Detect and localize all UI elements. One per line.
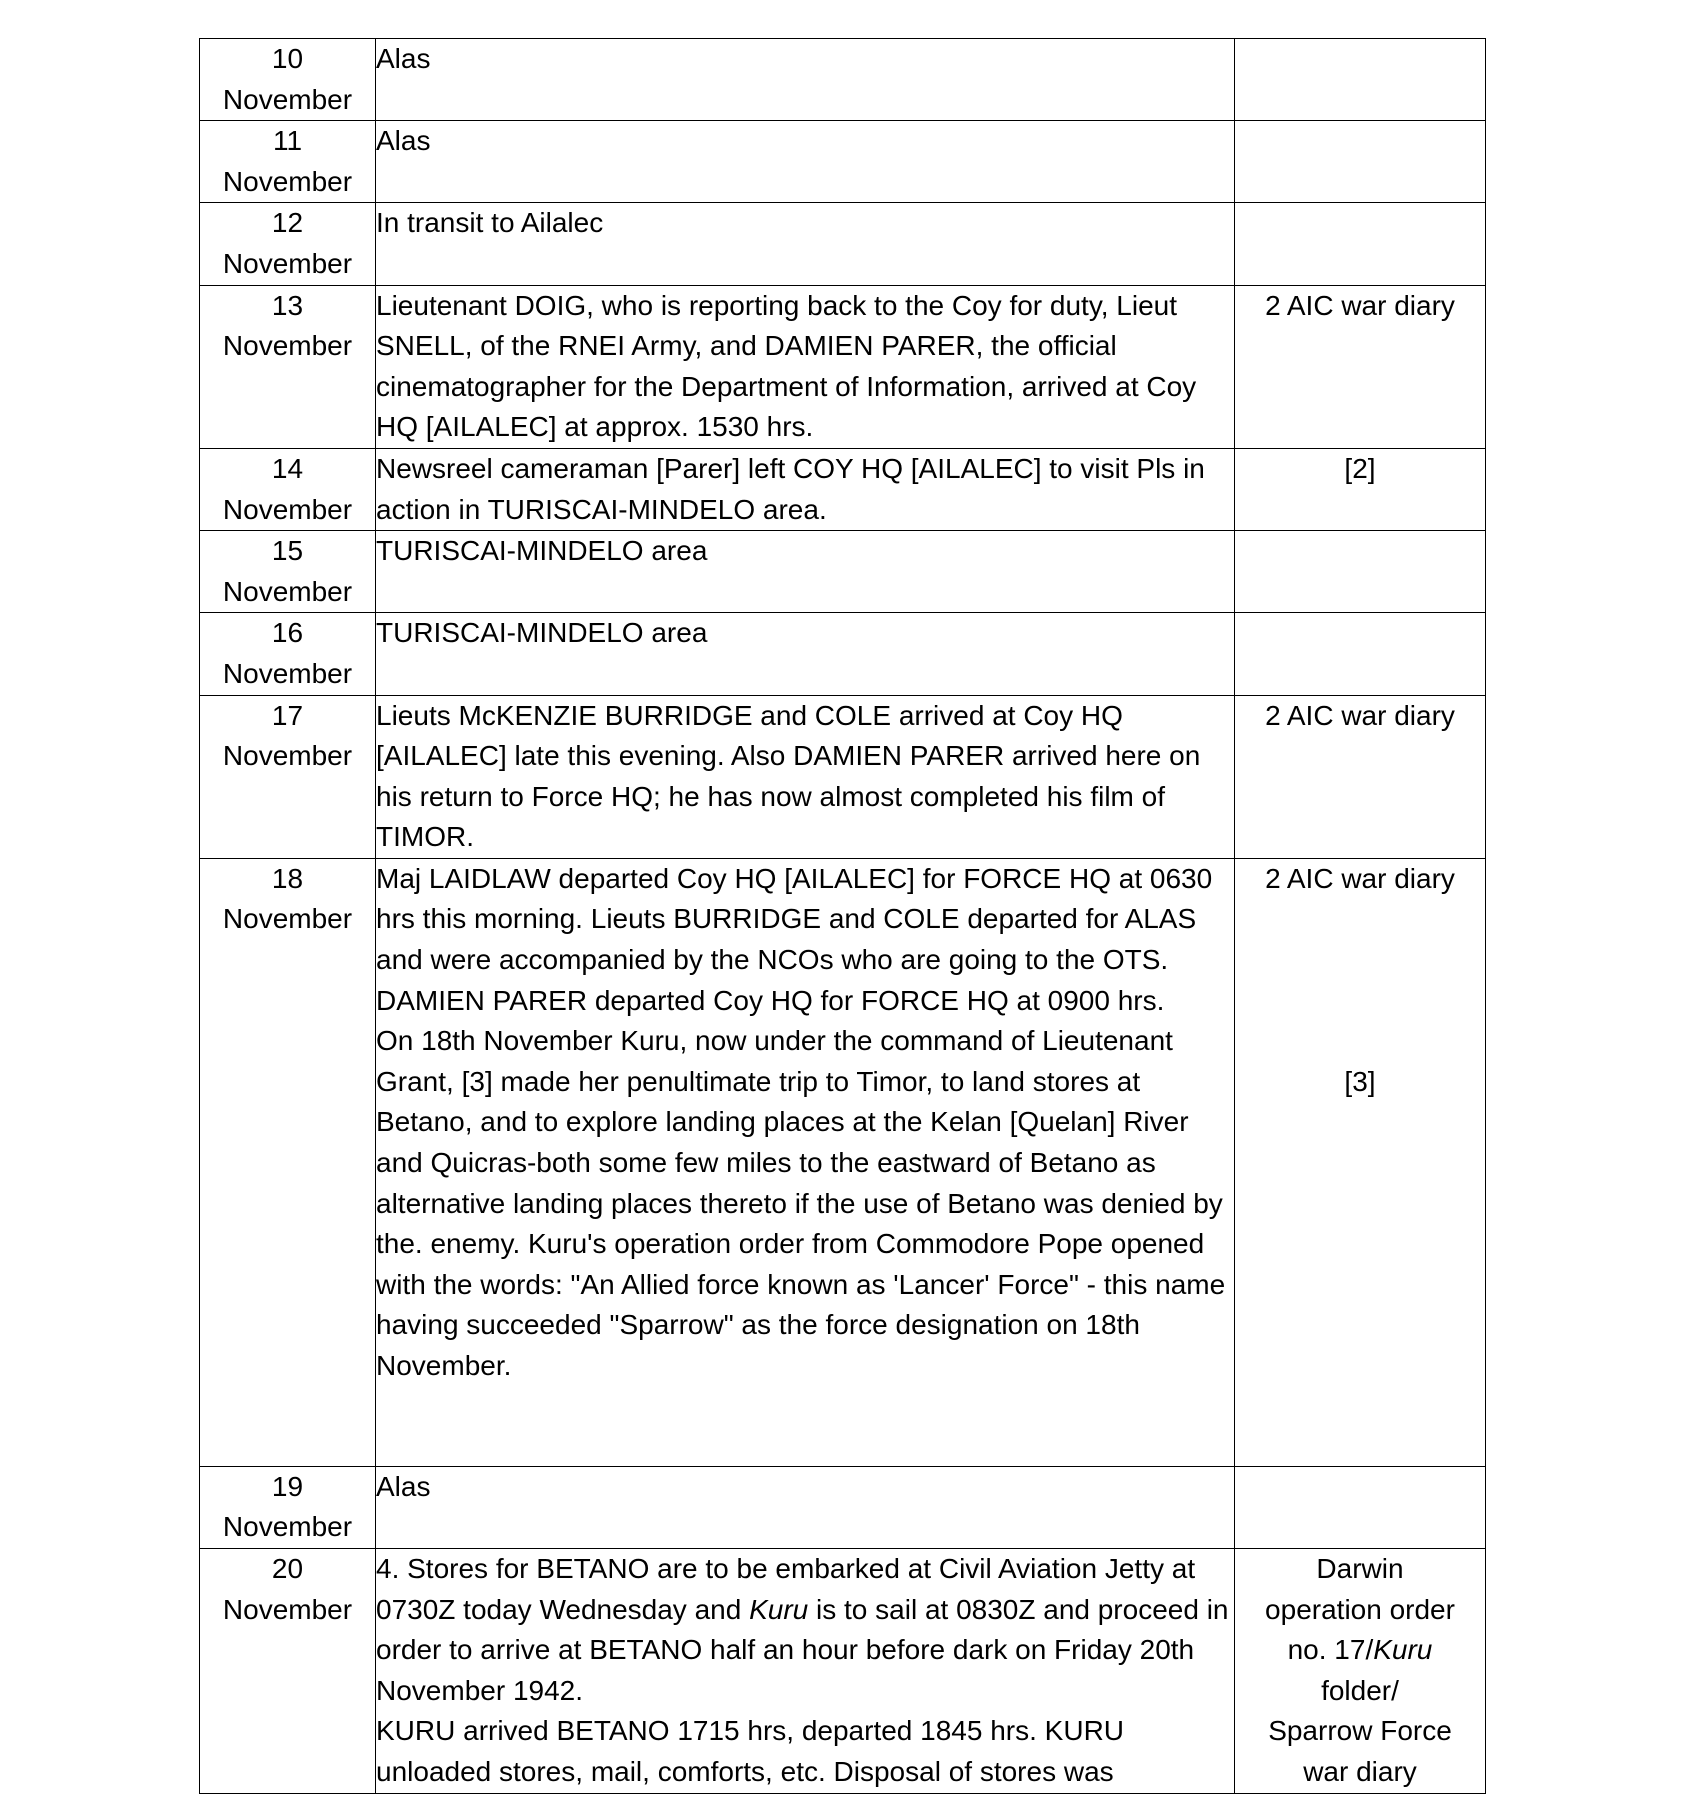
vessel-name: Kuru — [749, 1593, 809, 1625]
table-row — [200, 203, 1486, 285]
table-row — [200, 285, 1486, 448]
entry-cell — [376, 39, 1235, 121]
table-row — [200, 531, 1486, 613]
source-cell — [1235, 285, 1486, 448]
source-cell — [1235, 448, 1486, 530]
table-row — [200, 695, 1486, 858]
source-cell — [1235, 531, 1486, 613]
source-text: 2 AIC war diary — [1265, 862, 1455, 894]
entry-cell — [376, 203, 1235, 285]
table-row — [200, 448, 1486, 530]
entry-text-part: 4. Stores for BETANO are to be embarked at Civil Aviation Jetty at 0730Z today Wednesday and — [376, 1553, 1196, 1625]
entry-text: Lieutenant DOIG, who is reporting back to the Coy for duty, Lieut SNELL, of the RNEI Army, and DAMIEN PARER, the official cinematographer for the Department of Information, arrived at Coy HQ [AILALEC] at approx. 1530 hrs. — [376, 289, 1197, 443]
date-month: November — [222, 740, 353, 772]
entry-text: Alas — [376, 125, 431, 157]
vessel-name: Kuru — [1373, 1634, 1433, 1666]
table-row — [200, 858, 1486, 1466]
date-cell — [200, 858, 376, 1466]
date-month: November — [222, 903, 353, 935]
source-cell — [1235, 613, 1486, 695]
date-cell — [200, 695, 376, 858]
source-cell — [1235, 858, 1486, 1466]
source-text: Sparrow Force — [1268, 1715, 1452, 1747]
source-cell — [1235, 39, 1486, 121]
date-cell — [200, 39, 376, 121]
entry-text: Newsreel cameraman [Parer] left COY HQ [AILALEC] to visit Pls in action in TURISCAI-MINDELO area. — [376, 452, 1205, 525]
entry-cell — [376, 531, 1235, 613]
date-day: 10 — [271, 43, 304, 74]
entry-cell — [376, 448, 1235, 530]
date-month: November — [222, 1511, 353, 1543]
entry-text: Alas — [376, 1470, 431, 1502]
source-text: 2 AIC war diary — [1265, 289, 1455, 321]
entry-cell — [376, 858, 1235, 1466]
entry-text: Alas — [376, 43, 431, 74]
date-day: 13 — [271, 289, 304, 321]
entry-text: Maj LAIDLAW departed Coy HQ [AILALEC] for FORCE HQ at 0630 hrs this morning. Lieuts BURRIDGE and COLE departed for ALAS and were accompanied by the NCOs who are going to the OTS. DAMIEN PARER departed Coy HQ for FORCE HQ at 0900 hrs. — [376, 862, 1213, 1016]
date-cell — [200, 203, 376, 285]
table-row — [200, 39, 1486, 121]
date-day: 20 — [271, 1553, 304, 1585]
table-row — [200, 1549, 1486, 1794]
entry-cell — [376, 1466, 1235, 1548]
date-day: 11 — [272, 125, 303, 157]
date-day: 19 — [271, 1470, 304, 1502]
source-text: no. 17/Kuru — [1287, 1634, 1433, 1666]
entry-text — [376, 1549, 1234, 1711]
source-text: 2 AIC war diary — [1265, 699, 1455, 731]
date-month: November — [222, 657, 353, 689]
entry-cell — [376, 121, 1235, 203]
table-row — [200, 121, 1486, 203]
war-diary-table — [199, 38, 1486, 1794]
source-text: war diary — [1303, 1756, 1417, 1788]
entry-cell — [376, 1549, 1235, 1794]
entry-cell — [376, 613, 1235, 695]
table-row — [200, 613, 1486, 695]
source-cell — [1235, 1549, 1486, 1794]
entry-cell — [376, 695, 1235, 858]
source-cell — [1235, 121, 1486, 203]
entry-text-part: is to sail at 0830Z and proceed in order to arrive at BETANO half an hour before dark on Friday 20th November 1942. — [376, 1593, 1229, 1706]
entry-text: TURISCAI-MINDELO area — [376, 535, 708, 567]
date-cell — [200, 121, 376, 203]
entry-text: In transit to Ailalec — [376, 207, 604, 239]
footnote-ref[interactable]: [2] — [1344, 452, 1376, 484]
table-row — [200, 1466, 1486, 1548]
date-cell — [200, 613, 376, 695]
date-cell — [200, 1549, 376, 1794]
date-cell — [200, 285, 376, 448]
date-month: November — [222, 575, 353, 607]
date-day: 16 — [271, 617, 304, 649]
date-day: 15 — [271, 535, 304, 567]
date-cell — [200, 531, 376, 613]
date-month: November — [222, 83, 353, 115]
source-cell — [1235, 1466, 1486, 1548]
source-text: folder/ — [1321, 1674, 1399, 1706]
date-day: 18 — [271, 862, 304, 894]
date-cell — [200, 1466, 376, 1548]
date-month: November — [222, 493, 353, 525]
date-cell — [200, 448, 376, 530]
source-cell — [1235, 203, 1486, 285]
footnote-ref[interactable]: [3] — [1344, 1065, 1376, 1097]
date-month: November — [222, 330, 353, 362]
date-day: 17 — [271, 699, 304, 731]
source-text: operation order — [1265, 1593, 1455, 1625]
entry-text: KURU arrived BETANO 1715 hrs, departed 1845 hrs. KURU unloaded stores, mail, comforts, etc. Disposal of stores was — [376, 1715, 1125, 1788]
date-day: 14 — [271, 452, 304, 484]
date-month: November — [222, 247, 353, 279]
date-day: 12 — [271, 207, 304, 239]
entry-text: Lieuts McKENZIE BURRIDGE and COLE arrived at Coy HQ [AILALEC] late this evening. Also DAMIEN PARER arrived here on his return to Force HQ; he has now almost completed his film of TIMOR. — [376, 699, 1201, 853]
source-text: Darwin — [1316, 1553, 1404, 1585]
date-month: November — [222, 1593, 353, 1625]
source-cell — [1235, 695, 1486, 858]
entry-text: TURISCAI-MINDELO area — [376, 617, 708, 649]
entry-cell — [376, 285, 1235, 448]
date-month: November — [222, 165, 353, 197]
entry-text: On 18th November Kuru, now under the command of Lieutenant Grant, [3] made her penultimate trip to Timor, to land stores at Betano, and to explore landing places at the Kelan [Quelan] River and Quicras-both some few miles to the eastward of Betano as alternative landing places thereto if the use of Betano was denied by the. enemy. Kuru's operation order from Commodore Pope opened with the words: "An Allied force known as 'Lancer' Force" - this name having succeeded "Sparrow" as the force designation on 18th November. — [376, 1025, 1226, 1381]
